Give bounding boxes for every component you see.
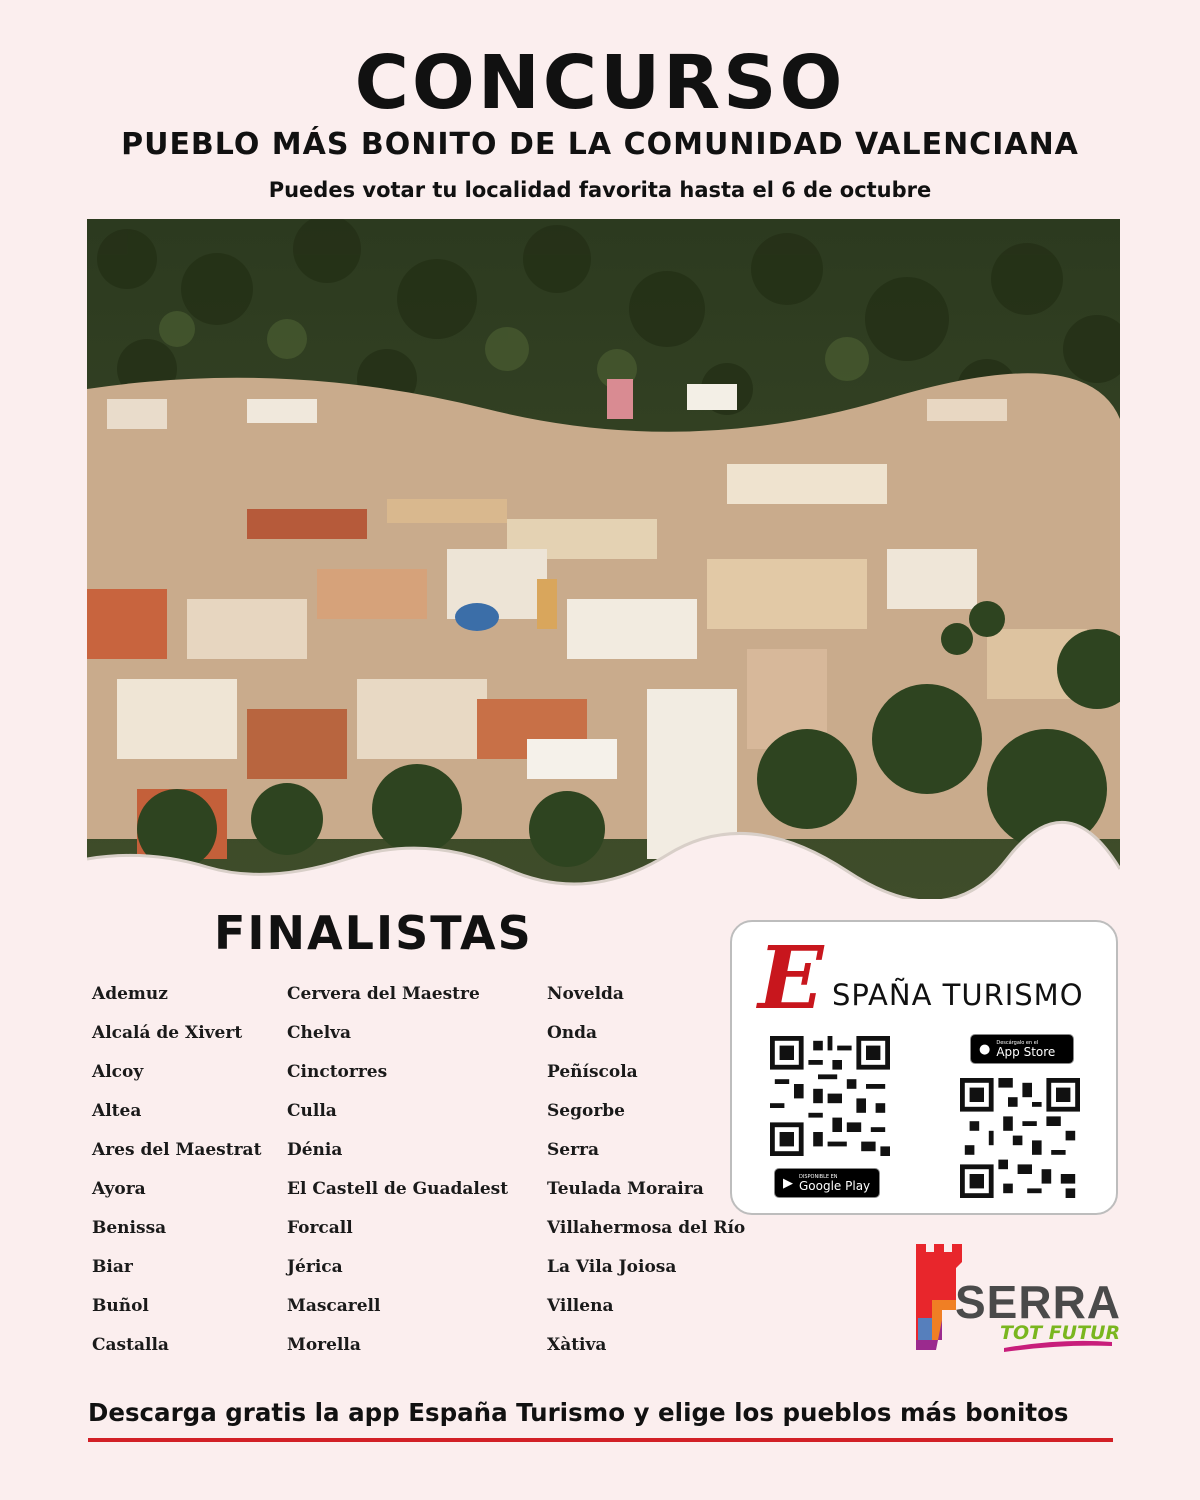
app-store-badge[interactable] [970,1034,1074,1064]
list-item: Peñíscola [547,1062,638,1082]
finalists-column-2 [287,982,508,1372]
app-store-small-label: Descárgalo en el [996,1039,1039,1046]
list-item: Villena [547,1296,614,1316]
list-item: Ayora [92,1179,146,1199]
finalists-heading: FINALISTAS [214,906,533,960]
serra-logo-name: SERRA [955,1276,1122,1328]
list-item: Teulada Moraira [547,1179,704,1199]
contest-subtitle: PUEBLO MÁS BONITO DE LA COMUNIDAD VALENCIANA [121,127,1079,162]
list-item: Cinctorres [287,1062,388,1082]
google-play-badge[interactable] [774,1168,880,1198]
list-item: Mascarell [287,1296,381,1316]
list-item: Xàtiva [547,1335,607,1355]
list-item: Ademuz [92,984,168,1004]
brand-initial: E [758,928,824,1029]
google-play-small-label: DISPONIBLE EN [799,1173,838,1180]
finalists-column-1 [92,982,261,1372]
app-download-card [730,920,1118,1215]
list-item: Benissa [92,1218,167,1238]
google-play-qr-code[interactable] [770,1036,890,1156]
voting-deadline-note: Puedes votar tu localidad favorita hasta el 6 de octubre [268,178,932,202]
apple-icon: ● [979,1041,991,1057]
app-store-label: App Store [996,1044,1056,1059]
list-item: Biar [92,1257,133,1277]
serra-logo-tagline: TOT FUTUR [1000,1322,1121,1344]
list-item: Alcalá de Xivert [92,1023,243,1043]
list-item: Altea [92,1101,142,1121]
town-photo [87,219,1120,899]
download-call-to-action: Descarga gratis la app España Turismo y elige los pueblos más bonitos [88,1398,1069,1427]
list-item: Jérica [287,1257,343,1277]
list-item: Culla [287,1101,337,1121]
list-item: Forcall [287,1218,353,1238]
list-item: Morella [287,1335,361,1355]
list-item: Dénia [287,1140,343,1160]
page-title: CONCURSO [354,40,846,126]
list-item: Ares del Maestrat [92,1140,262,1160]
list-item: El Castell de Guadalest [287,1179,509,1199]
list-item: Cervera del Maestre [287,984,480,1004]
brand-name: SPAÑA TURISMO [832,978,1084,1012]
list-item: Novelda [547,984,624,1004]
play-triangle-icon: ▶ [783,1175,793,1191]
list-item: Serra [547,1140,600,1160]
list-item: Castalla [92,1335,169,1355]
footer-divider [88,1438,1113,1442]
app-store-qr-code[interactable] [960,1078,1080,1198]
list-item: Chelva [287,1023,352,1043]
list-item: Segorbe [547,1101,625,1121]
list-item: Onda [547,1023,598,1043]
list-item: Villahermosa del Río [547,1218,746,1238]
list-item: Buñol [92,1296,149,1316]
espana-turismo-logo [752,928,1112,1029]
list-item: Alcoy [92,1062,144,1082]
list-item: La Vila Joiosa [547,1257,677,1277]
finalists-column-3 [547,982,745,1372]
google-play-label: Google Play [799,1178,871,1193]
